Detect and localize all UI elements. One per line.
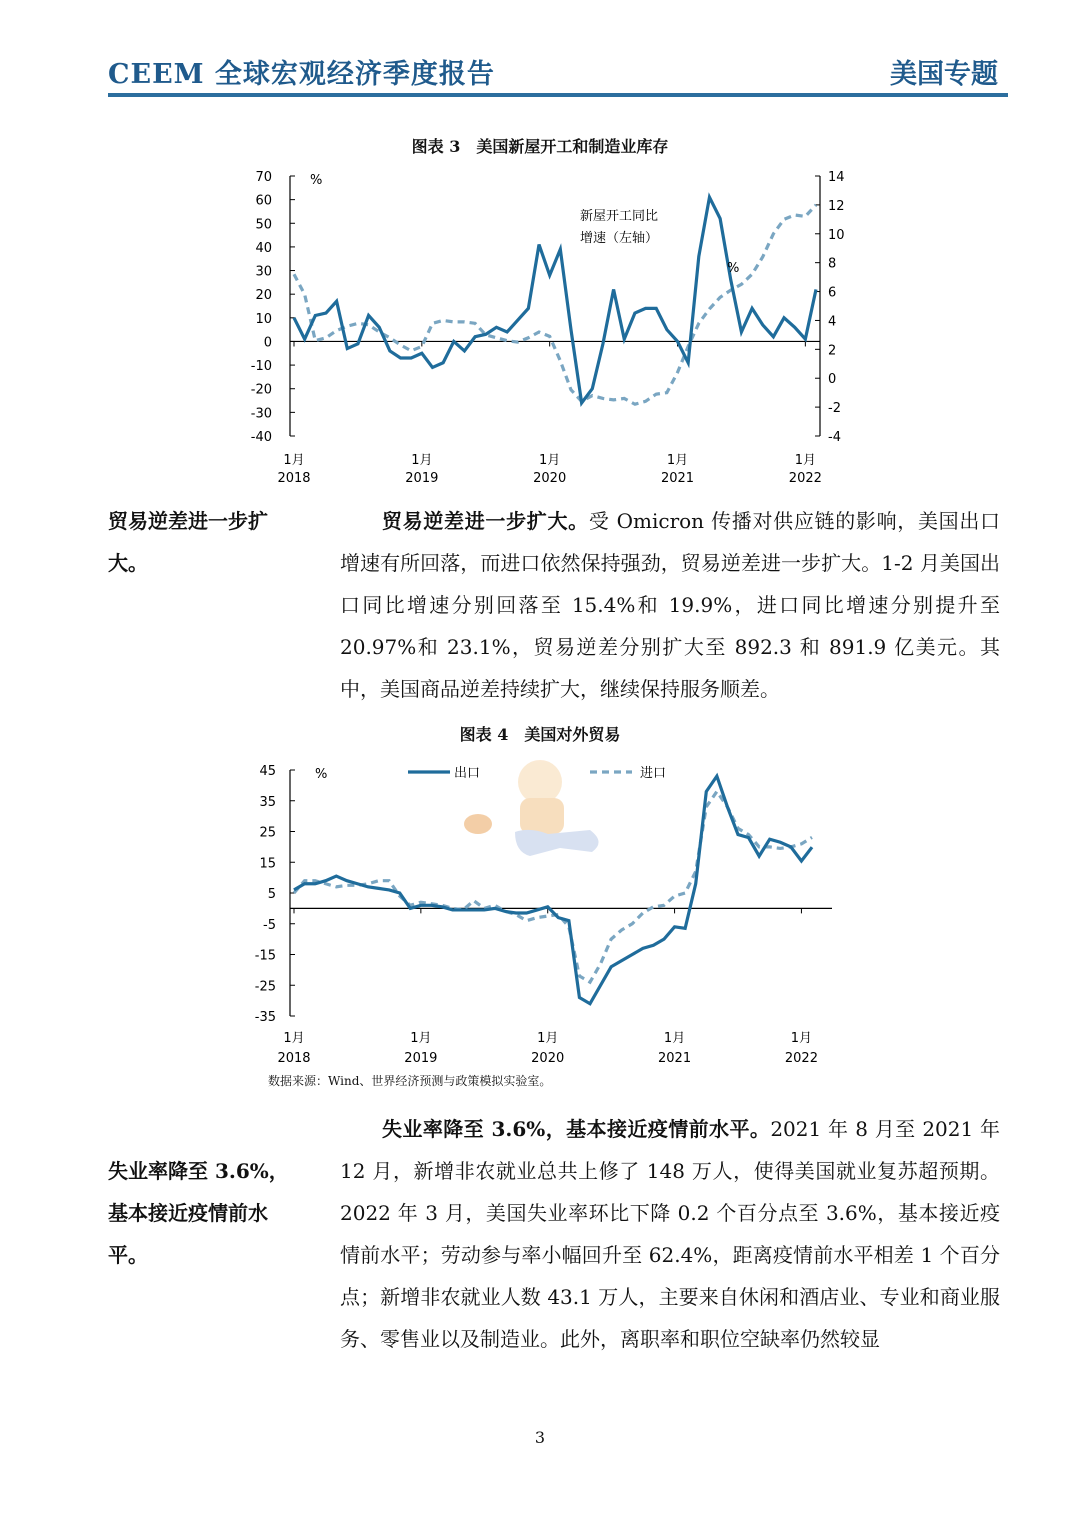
chart3-series-inventory <box>294 205 816 404</box>
chart3-x-tick-year: 2021 <box>660 471 695 486</box>
chart4-x-tick-label: 1月 <box>663 1031 686 1046</box>
chart3-x-tick-year: 2022 <box>788 471 822 486</box>
chart4-x-tick-label: 1月 <box>537 1031 559 1046</box>
chart3-annotation-percent: % <box>727 261 740 276</box>
runner-watermark-icon <box>464 760 599 856</box>
chart3-caption: 图表 3 美国新屋开工和制造业库存 <box>411 137 669 156</box>
chart3-housing-inventory <box>230 162 860 492</box>
chart3-x-tick-label: 1月 <box>794 453 816 468</box>
chart4-y-tick-label: -15 <box>254 948 276 964</box>
chart4-x-tick-label: 1月 <box>790 1031 813 1046</box>
chart3-left-tick-label: 0 <box>263 335 272 351</box>
chart4-y-tick-label: 5 <box>267 887 276 902</box>
chart3-left-tick-label: -40 <box>250 430 272 445</box>
chart4-x-tick-year: 2021 <box>658 1051 692 1066</box>
chart3-left-tick-label: 70 <box>255 170 272 185</box>
chart3-right-tick-label: -2 <box>828 401 841 417</box>
chart3-left-tick-label: 40 <box>255 240 272 256</box>
chart3-left-tick-label: 10 <box>255 311 272 327</box>
report-title: CEEM 全球宏观经济季度报告 <box>108 59 495 90</box>
chart4-legend-export-label: 出口 <box>454 766 481 781</box>
chart3-annotation-line1: 新屋开工同比 <box>580 209 659 224</box>
chart4-y-tick-label: 45 <box>259 764 276 779</box>
trade-lead: 贸易逆差进一步扩大。 <box>382 509 589 533</box>
chart3-x-tick-label: 1月 <box>411 453 433 468</box>
chart4-x-tick-label: 1月 <box>283 1031 305 1046</box>
chart3-left-tick-label: 20 <box>255 288 272 304</box>
chart3-right-tick-label: 6 <box>828 285 837 301</box>
chart4-x-tick-year: 2019 <box>404 1051 438 1066</box>
chart4-y-tick-label: -35 <box>254 1010 276 1025</box>
chart3-x-tick-year: 2018 <box>277 471 311 486</box>
chart4-foreign-trade <box>230 752 860 1072</box>
chart4-caption: 图表 4 美国对外贸易 <box>459 725 621 744</box>
chart3-annotation-line2: 增速（左轴） <box>580 231 659 246</box>
chart3-series-housing-starts <box>294 197 816 403</box>
chart3-right-tick-label: 4 <box>828 314 837 330</box>
page-number: 3 <box>534 1428 546 1447</box>
chart4-y-tick-label: 25 <box>259 825 276 841</box>
unemployment-sidenote: 失业率降至 3.6%，基本接近疫情前水平。 <box>108 1159 289 1267</box>
chart3-left-tick-label: 50 <box>255 217 272 233</box>
chart3-left-tick-label: -20 <box>250 382 272 398</box>
chart3-x-tick-label: 1月 <box>666 453 689 468</box>
header-divider <box>108 93 1008 97</box>
chart3-right-tick-label: 10 <box>828 227 845 243</box>
chart4-x-tick-year: 2020 <box>531 1051 565 1066</box>
chart3-x-tick-year: 2020 <box>533 471 567 486</box>
chart3-right-tick-label: 2 <box>828 343 837 359</box>
chart4-unit-label: % <box>315 767 328 782</box>
chart4-y-tick-label: -5 <box>263 917 276 933</box>
chart4-legend-import-label: 进口 <box>640 766 667 781</box>
chart3-right-tick-label: 0 <box>828 372 837 388</box>
chart3-left-tick-label: -30 <box>250 406 272 422</box>
chart4-x-tick-year: 2018 <box>277 1051 311 1066</box>
unemployment-paragraph <box>340 1108 1000 1360</box>
chart4-x-tick-year: 2022 <box>784 1051 818 1066</box>
section-title: 美国专题 <box>890 59 998 90</box>
chart4-source: 数据来源：Wind、世界经济预测与政策模拟实验室。 <box>268 1074 552 1088</box>
chart3-left-tick-label: 30 <box>255 264 272 280</box>
chart3-right-tick-label: 12 <box>828 198 845 214</box>
trade-sidenote: 贸易逆差进一步扩大。 <box>108 509 268 575</box>
chart4-y-tick-label: -25 <box>254 979 276 995</box>
chart4-x-tick-label: 1月 <box>410 1031 432 1046</box>
chart3-x-tick-year: 2019 <box>405 471 439 486</box>
chart3-x-tick-label: 1月 <box>283 453 305 468</box>
chart3-right-tick-label: 8 <box>828 256 837 272</box>
chart3-x-tick-label: 1月 <box>539 453 561 468</box>
unemployment-lead: 失业率降至 3.6%，基本接近疫情前水平。 <box>382 1117 771 1141</box>
unemployment-body: 2021 年 8 月至 2021 年 12 月，新增非农就业总共上修了 148 万人，使得美国就业复苏超预期。2022 年 3 月，美国失业率环比下降 0.2 个百分点至 3.6%，基本接近疫情前水平；劳动参与率小幅回升至 62.4%，距离疫情前水平相差 1 个百分点；新增非农就业人数 43.1 万人，主要来自休闲和酒店业、专业和商业服务、零售业以及制造业。此外，离职率和职位空缺率仍然较显 <box>340 1117 1000 1351</box>
chart3-right-tick-label: 14 <box>828 170 845 185</box>
trade-body: 受 Omicron 传播对供应链的影响，美国出口增速有所回落，而进口依然保持强劲，贸易逆差进一步扩大。1-2 月美国出口同比增速分别回落至 15.4%和 19.9%，进口同比增速分别提升至 20.97%和 23.1%，贸易逆差分别扩大至 892.3 和 891.9 亿美元。其中，美国商品逆差持续扩大，继续保持服务顺差。 <box>340 509 1001 701</box>
chart4-y-tick-label: 15 <box>259 856 276 872</box>
chart3-unit-label: % <box>310 173 323 188</box>
chart3-right-tick-label: -4 <box>828 430 841 445</box>
chart3-left-tick-label: -10 <box>250 359 272 375</box>
chart4-y-tick-label: 35 <box>259 794 276 810</box>
trade-paragraph <box>340 500 1000 710</box>
chart3-left-tick-label: 60 <box>255 193 272 209</box>
